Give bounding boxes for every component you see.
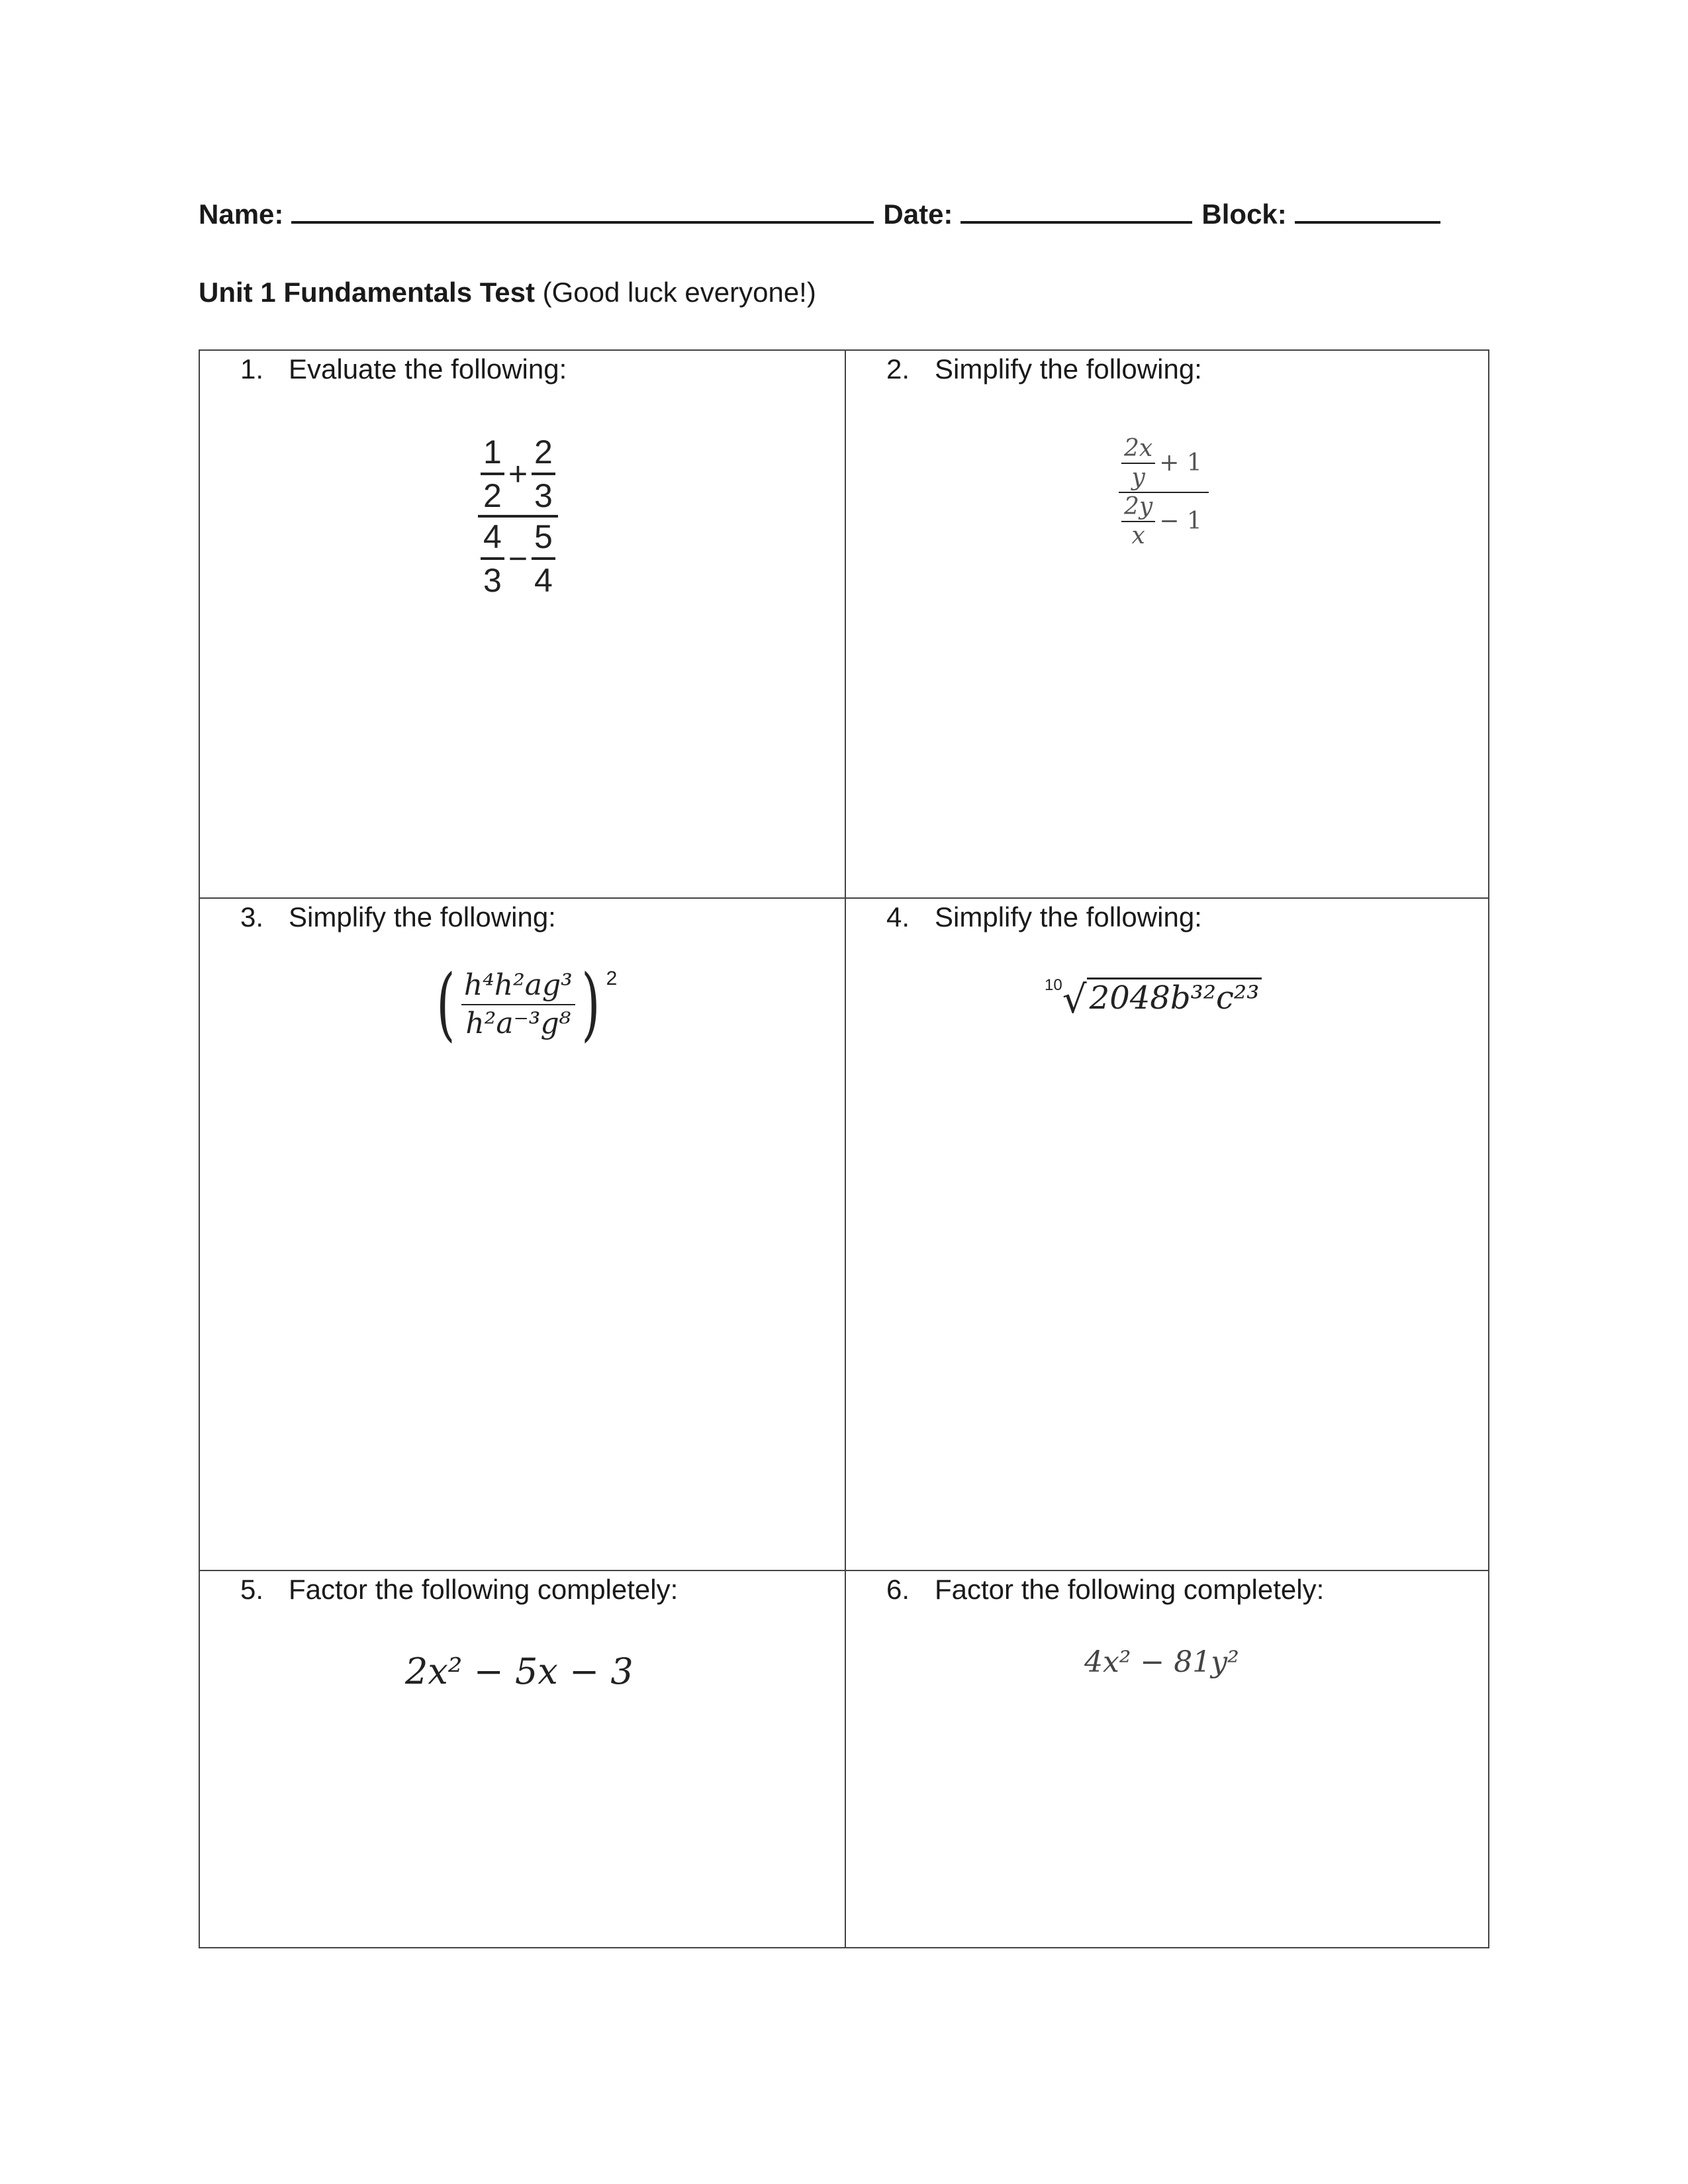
question-heading bbox=[859, 353, 1202, 385]
q4-radical-expression: $^{10}$√2048b³²c²³ bbox=[1045, 973, 1262, 1018]
date-blank[interactable] bbox=[961, 199, 1192, 224]
question-number: 5. bbox=[240, 1574, 263, 1605]
question-prompt: Evaluate the following: bbox=[289, 353, 567, 385]
question-heading bbox=[213, 1574, 678, 1606]
question-number: 3. bbox=[240, 901, 263, 933]
name-blank[interactable] bbox=[291, 199, 874, 224]
q2-complex-fraction: $\frac{2x}{y}$ + 1 $\frac{2y}{x}$ − 1 bbox=[1119, 437, 1209, 548]
question-number: 4. bbox=[886, 901, 910, 933]
question-prompt: Factor the following completely: bbox=[289, 1574, 679, 1605]
question-heading bbox=[859, 901, 1202, 933]
question-cell-4[interactable] bbox=[846, 899, 1491, 1570]
question-heading bbox=[859, 1574, 1324, 1606]
test-subtitle: (Good luck everyone!) bbox=[542, 277, 816, 308]
question-cell-3[interactable] bbox=[200, 899, 845, 1570]
question-number: 1. bbox=[240, 353, 263, 385]
question-prompt: Simplify the following: bbox=[935, 901, 1202, 933]
student-info-line bbox=[199, 199, 1496, 230]
question-prompt: Simplify the following: bbox=[289, 901, 556, 933]
question-cell-2[interactable] bbox=[846, 351, 1491, 897]
date-label: Date: bbox=[883, 199, 953, 230]
question-number: 6. bbox=[886, 1574, 910, 1605]
question-cell-5[interactable] bbox=[200, 1571, 845, 1948]
q3-power-expression: ( $\frac{\text{h⁴h²ag³}}{\text{h²a⁻³g⁸}}$ ) 2 bbox=[436, 958, 618, 1050]
question-grid bbox=[199, 349, 1489, 1948]
block-label: Block: bbox=[1201, 199, 1287, 230]
block-blank[interactable] bbox=[1295, 199, 1440, 224]
q5-polynomial: 2x² − 5x − 3 bbox=[405, 1651, 633, 1692]
test-title: Unit 1 Fundamentals Test bbox=[199, 277, 535, 308]
q1-complex-fraction: $\frac{1}{2}$ + $\frac{2}{3}$ $\frac{4}{3}$ − $\frac{5}{4}$ bbox=[478, 435, 558, 597]
name-label: Name: bbox=[199, 199, 284, 230]
question-prompt: Simplify the following: bbox=[935, 353, 1202, 385]
question-heading bbox=[213, 901, 556, 933]
question-heading bbox=[213, 353, 567, 385]
question-cell-1[interactable] bbox=[200, 351, 845, 897]
question-number: 2. bbox=[886, 353, 910, 385]
question-prompt: Factor the following completely: bbox=[935, 1574, 1325, 1605]
q6-polynomial: 4x² − 81y² bbox=[1084, 1645, 1239, 1679]
test-title-line bbox=[199, 277, 816, 308]
question-cell-6[interactable] bbox=[846, 1571, 1491, 1948]
